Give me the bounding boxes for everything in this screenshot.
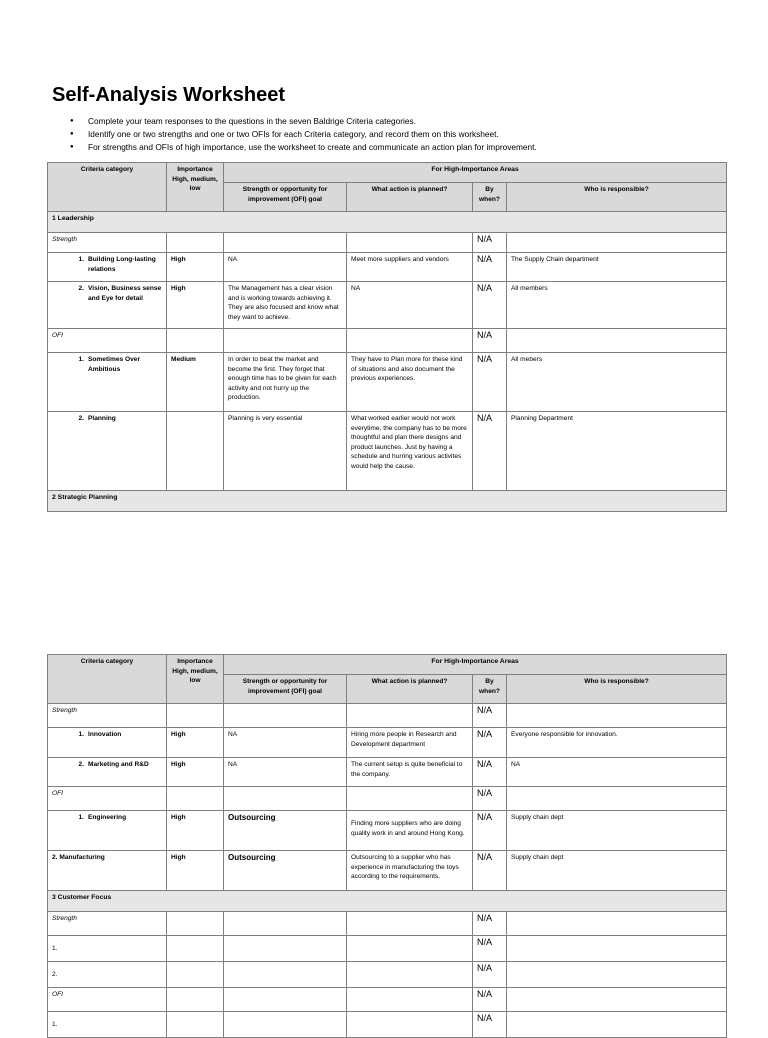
cell (507, 787, 727, 811)
instruction-item: ● Identify one or two strengths and one or two OFIs for each Criteria category, and record them on this worksheet. (70, 128, 537, 141)
criteria-cell (48, 758, 167, 787)
importance-cell: High (167, 758, 224, 787)
by-when-cell: N/A (473, 758, 507, 787)
item-number: 1. (78, 356, 84, 363)
cell (507, 329, 727, 353)
cell (507, 936, 727, 962)
cell (167, 988, 224, 1012)
cell (224, 233, 347, 253)
goal-cell: NA (224, 728, 347, 758)
by-when-cell: N/A (473, 787, 507, 811)
item-name: Marketing and R&D (88, 761, 149, 768)
item-number: 1. (78, 731, 84, 738)
item-number: 2. (78, 761, 84, 768)
row-label-ofi: OFI (48, 787, 167, 811)
action-cell: Hiring more people in Research and Development department (347, 728, 473, 758)
cell (167, 962, 224, 988)
item-name: Innovation (88, 731, 122, 738)
cell (224, 704, 347, 728)
criteria-cell: 1. (48, 936, 167, 962)
by-when-cell: N/A (473, 962, 507, 988)
goal-cell: In order to beat the market and become the first. They forget that enough time has to be given for each activity and not hurry up the production. (224, 353, 347, 412)
cell (167, 704, 224, 728)
by-when-cell: N/A (473, 1012, 507, 1038)
criteria-cell: 2. (48, 962, 167, 988)
section-heading: 3 Customer Focus (48, 891, 727, 912)
by-when-cell: N/A (473, 329, 507, 353)
by-when-cell: N/A (473, 936, 507, 962)
cell (347, 1012, 473, 1038)
instruction-item: ● Complete your team responses to the questions in the seven Baldrige Criteria categories. (70, 115, 537, 128)
goal-cell: Outsourcing (224, 811, 347, 851)
header-importance: Importance High, medium, low (167, 655, 224, 704)
cell (224, 787, 347, 811)
importance-cell: High (167, 253, 224, 282)
by-when-cell: N/A (473, 912, 507, 936)
criteria-cell: 1. (48, 1012, 167, 1038)
row-label-strength: Strength (48, 912, 167, 936)
cell (347, 962, 473, 988)
by-when-cell: N/A (473, 253, 507, 282)
cell (347, 787, 473, 811)
criteria-cell (48, 728, 167, 758)
item-name: Vision, Business sense and Eye for detail (88, 285, 162, 302)
criteria-cell (48, 811, 167, 851)
cell (507, 233, 727, 253)
header-action: What action is planned? (347, 675, 473, 704)
worksheet-table-2 (47, 654, 727, 1038)
by-when-cell: N/A (473, 704, 507, 728)
by-when-cell: N/A (473, 851, 507, 891)
item-name: Sometimes Over Ambitious (88, 356, 141, 373)
importance-cell: High (167, 811, 224, 851)
by-when-cell: N/A (473, 811, 507, 851)
header-who: Who is responsible? (507, 675, 727, 704)
header-strength: Strength or opportunity for improvement (OFI) goal (224, 183, 347, 212)
item-name: Engineering (88, 814, 127, 821)
responsible-cell: Supply chain dept (507, 811, 727, 851)
action-cell: What worked earlier would not work everytime, the company has to be more thoughtful and plan there designs and product launches. Just by having a schedule and hurring various activites would help the cause. (347, 412, 473, 491)
responsible-cell: Planning Department (507, 412, 727, 491)
by-when-cell: N/A (473, 728, 507, 758)
action-cell: Finding more suppliers who are doing quality work in and around Hong Kong. (347, 811, 473, 851)
cell (224, 988, 347, 1012)
cell (167, 936, 224, 962)
section-heading: 2 Strategic Planning (48, 491, 727, 512)
cell (224, 1012, 347, 1038)
responsible-cell: All members (507, 282, 727, 329)
goal-cell: The Management has a clear vision and is working towards achieving it. They are also focused and know what they want to achieve. (224, 282, 347, 329)
responsible-cell: The Supply Chain department (507, 253, 727, 282)
importance-cell: High (167, 282, 224, 329)
cell (167, 912, 224, 936)
by-when-cell: N/A (473, 353, 507, 412)
goal-cell: NA (224, 758, 347, 787)
cell (224, 936, 347, 962)
criteria-cell (48, 412, 167, 491)
header-high-importance: For High-Importance Areas (224, 163, 727, 183)
cell (347, 912, 473, 936)
section-heading: 1 Leadership (48, 212, 727, 233)
importance-cell: High (167, 851, 224, 891)
importance-cell: High (167, 728, 224, 758)
cell (224, 912, 347, 936)
criteria-cell (48, 282, 167, 329)
cell (507, 988, 727, 1012)
cell (167, 233, 224, 253)
header-action: What action is planned? (347, 183, 473, 212)
header-importance: Importance High, medium, low (167, 163, 224, 212)
page-title: Self-Analysis Worksheet (52, 84, 286, 106)
goal-cell: Outsourcing (224, 851, 347, 891)
action-cell: The current setup is quite beneficial to the company. (347, 758, 473, 787)
cell (347, 233, 473, 253)
cell (507, 912, 727, 936)
worksheet-table-1 (47, 162, 727, 512)
criteria-cell (48, 353, 167, 412)
goal-cell: NA (224, 253, 347, 282)
responsible-cell: Supply chain dept (507, 851, 727, 891)
action-cell: They have to Plan more for these kind of situations and also document the previous experiences. (347, 353, 473, 412)
item-number: 2. (78, 415, 84, 422)
responsible-cell: NA (507, 758, 727, 787)
cell (167, 329, 224, 353)
by-when-cell: N/A (473, 233, 507, 253)
action-cell: NA (347, 282, 473, 329)
cell (347, 988, 473, 1012)
cell (507, 1012, 727, 1038)
responsible-cell: All mebers (507, 353, 727, 412)
cell (167, 1012, 224, 1038)
header-strength: Strength or opportunity for improvement (OFI) goal (224, 675, 347, 704)
header-criteria: Criteria category (48, 655, 167, 704)
action-cell: Meet more suppliers and vendors (347, 253, 473, 282)
importance-cell: Medium (167, 353, 224, 412)
instruction-item: ● For strengths and OFIs of high importance, use the worksheet to create and communicate an action plan for improvement. (70, 141, 537, 154)
cell (347, 936, 473, 962)
by-when-cell: N/A (473, 988, 507, 1012)
item-name: Building Long-lasting relations (88, 256, 156, 273)
by-when-cell: N/A (473, 412, 507, 491)
item-number: 2. (78, 285, 84, 292)
row-label-ofi: OFI (48, 329, 167, 353)
criteria-cell (48, 253, 167, 282)
responsible-cell: Everyone responsible for innovation. (507, 728, 727, 758)
importance-cell (167, 412, 224, 491)
instruction-list (70, 115, 537, 154)
cell (347, 704, 473, 728)
cell (507, 704, 727, 728)
cell (507, 962, 727, 988)
header-when: By when? (473, 675, 507, 704)
goal-cell: Planning is very essential (224, 412, 347, 491)
by-when-cell: N/A (473, 282, 507, 329)
cell (224, 962, 347, 988)
criteria-cell: 2. Manufacturing (48, 851, 167, 891)
header-when: By when? (473, 183, 507, 212)
row-label-ofi: OFI (48, 988, 167, 1012)
item-name: Planning (88, 415, 116, 422)
item-number: 1. (78, 256, 84, 263)
header-criteria: Criteria category (48, 163, 167, 212)
cell (224, 329, 347, 353)
row-label-strength: Strength (48, 233, 167, 253)
row-label-strength: Strength (48, 704, 167, 728)
header-high-importance: For High-Importance Areas (224, 655, 727, 675)
cell (347, 329, 473, 353)
item-number: 1. (78, 814, 84, 821)
header-who: Who is responsible? (507, 183, 727, 212)
cell (167, 787, 224, 811)
action-cell: Outsourcing to a supplier who has experience in manufacturing the toys according to the requirements. (347, 851, 473, 891)
